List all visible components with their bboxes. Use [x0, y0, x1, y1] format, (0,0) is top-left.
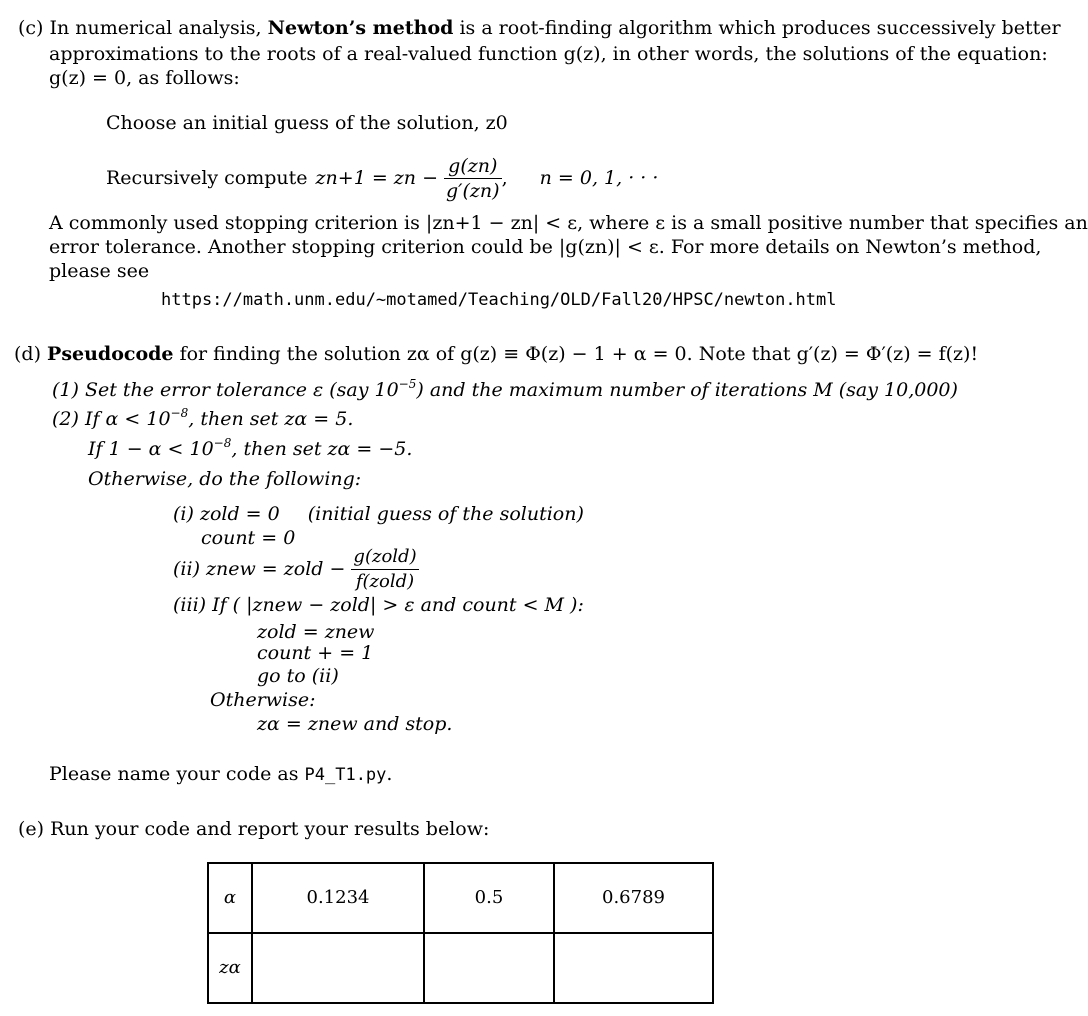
step-2-exp: −8	[170, 406, 189, 420]
table-row	[208, 863, 713, 933]
section-c-line1	[18, 16, 1061, 40]
pseudocode-bold: Pseudocode	[47, 343, 174, 365]
step-i-note: (initial guess of the solution)	[307, 503, 584, 525]
recursion-range: n = 0, 1, · · ·	[539, 167, 659, 189]
step-2-post: , then set zα = 5.	[188, 408, 354, 430]
section-c-label: (c)	[18, 17, 44, 39]
naming-text: Please name your code as	[49, 763, 299, 785]
step-iii: (iii) If ( |znew − zold| > ε and count < M ):	[173, 594, 584, 616]
table-cell: 0.6789	[554, 863, 713, 933]
recursion-fraction	[444, 155, 502, 202]
filename: P4_T1.py	[304, 765, 387, 785]
step-1-post: ) and the maximum number of iterations M (say 10,000)	[416, 379, 958, 401]
table-cell-z-alpha-header: zα	[208, 933, 252, 1003]
section-c-line2: approximations to the roots of a real-valued function g(z), in other words, the solutions of the equation:	[49, 43, 1048, 65]
table-cell-input[interactable]	[424, 933, 554, 1003]
recursion-denominator: g′(zn)	[446, 179, 500, 202]
recursion-lhs: zn+1 = zn −	[315, 167, 439, 189]
otherwise-label: Otherwise:	[210, 689, 316, 711]
step-i	[173, 502, 584, 526]
step-2-pre: (2) If α < 10	[52, 408, 171, 430]
table-cell-input[interactable]	[252, 933, 424, 1003]
step-recursion	[106, 152, 658, 204]
naming-line	[49, 762, 392, 787]
table-cell: 0.5	[424, 863, 554, 933]
section-c-intro: In numerical analysis,	[49, 17, 262, 39]
section-c-intro-rest: is a root-finding algorithm which produces successively better	[459, 17, 1061, 39]
section-d-heading-rest: for finding the solution zα of g(z) ≡ Φ(z) − 1 + α = 0. Note that g′(z) = Φ′(z) = f(z)!	[179, 343, 979, 365]
step-ii	[173, 543, 419, 595]
section-e-label: (e)	[18, 818, 45, 840]
step-3-exp: −8	[213, 436, 232, 450]
step-3-post: , then set zα = −5.	[231, 438, 413, 460]
step-3	[88, 437, 412, 463]
step-ii-lhs: (ii) znew = zold −	[173, 558, 346, 580]
table-row	[208, 933, 713, 1003]
goto-ii: go to (ii)	[257, 665, 339, 687]
recursion-numerator: g(zn)	[444, 155, 502, 179]
count-increment: count + = 1	[257, 642, 374, 664]
newtons-method-bold: Newton’s method	[267, 17, 454, 39]
step-2	[52, 407, 353, 433]
table-cell: 0.1234	[252, 863, 424, 933]
step-3-pre: If 1 − α < 10	[88, 438, 214, 460]
section-e-line	[18, 817, 489, 841]
results-table	[207, 862, 714, 1004]
final-assign: zα = znew and stop.	[257, 713, 453, 735]
recursion-label: Recursively compute	[106, 167, 308, 189]
section-d-label: (d)	[14, 343, 41, 365]
otherwise-do: Otherwise, do the following:	[88, 468, 362, 490]
count-init: count = 0	[201, 527, 296, 549]
section-d-heading	[14, 342, 978, 366]
table-cell-alpha-header: α	[208, 863, 252, 933]
table-cell-input[interactable]	[554, 933, 713, 1003]
step-initial-guess: Choose an initial guess of the solution, z0	[106, 112, 508, 134]
recursion-comma: ,	[501, 167, 508, 189]
section-e-text: Run your code and report your results below:	[50, 818, 490, 840]
step-1-exp: −5	[398, 377, 417, 391]
step-ii-fraction	[351, 546, 418, 593]
newton-url-link[interactable]: https://math.unm.edu/~motamed/Teaching/OLD/Fall20/HPSC/newton.html	[161, 290, 837, 310]
step-1-pre: (1) Set the error tolerance ε (say 10	[52, 379, 399, 401]
stopping-line1: A commonly used stopping criterion is |zn+1 − zn| < ε, where ε is a small positive number that specifies an	[49, 212, 1088, 234]
step-ii-numerator: g(zold)	[351, 546, 418, 570]
naming-dot: .	[386, 763, 393, 785]
step-1	[52, 378, 958, 404]
section-c-line3: g(z) = 0, as follows:	[49, 67, 240, 89]
step-ii-denominator: f(zold)	[355, 570, 415, 592]
stopping-line3: please see	[49, 260, 150, 282]
step-i-assign: (i) zold = 0	[173, 503, 280, 525]
stopping-line2: error tolerance. Another stopping criterion could be |g(zn)| < ε. For more details on Newton’s method,	[49, 236, 1042, 258]
assign-old: zold = znew	[257, 621, 375, 643]
